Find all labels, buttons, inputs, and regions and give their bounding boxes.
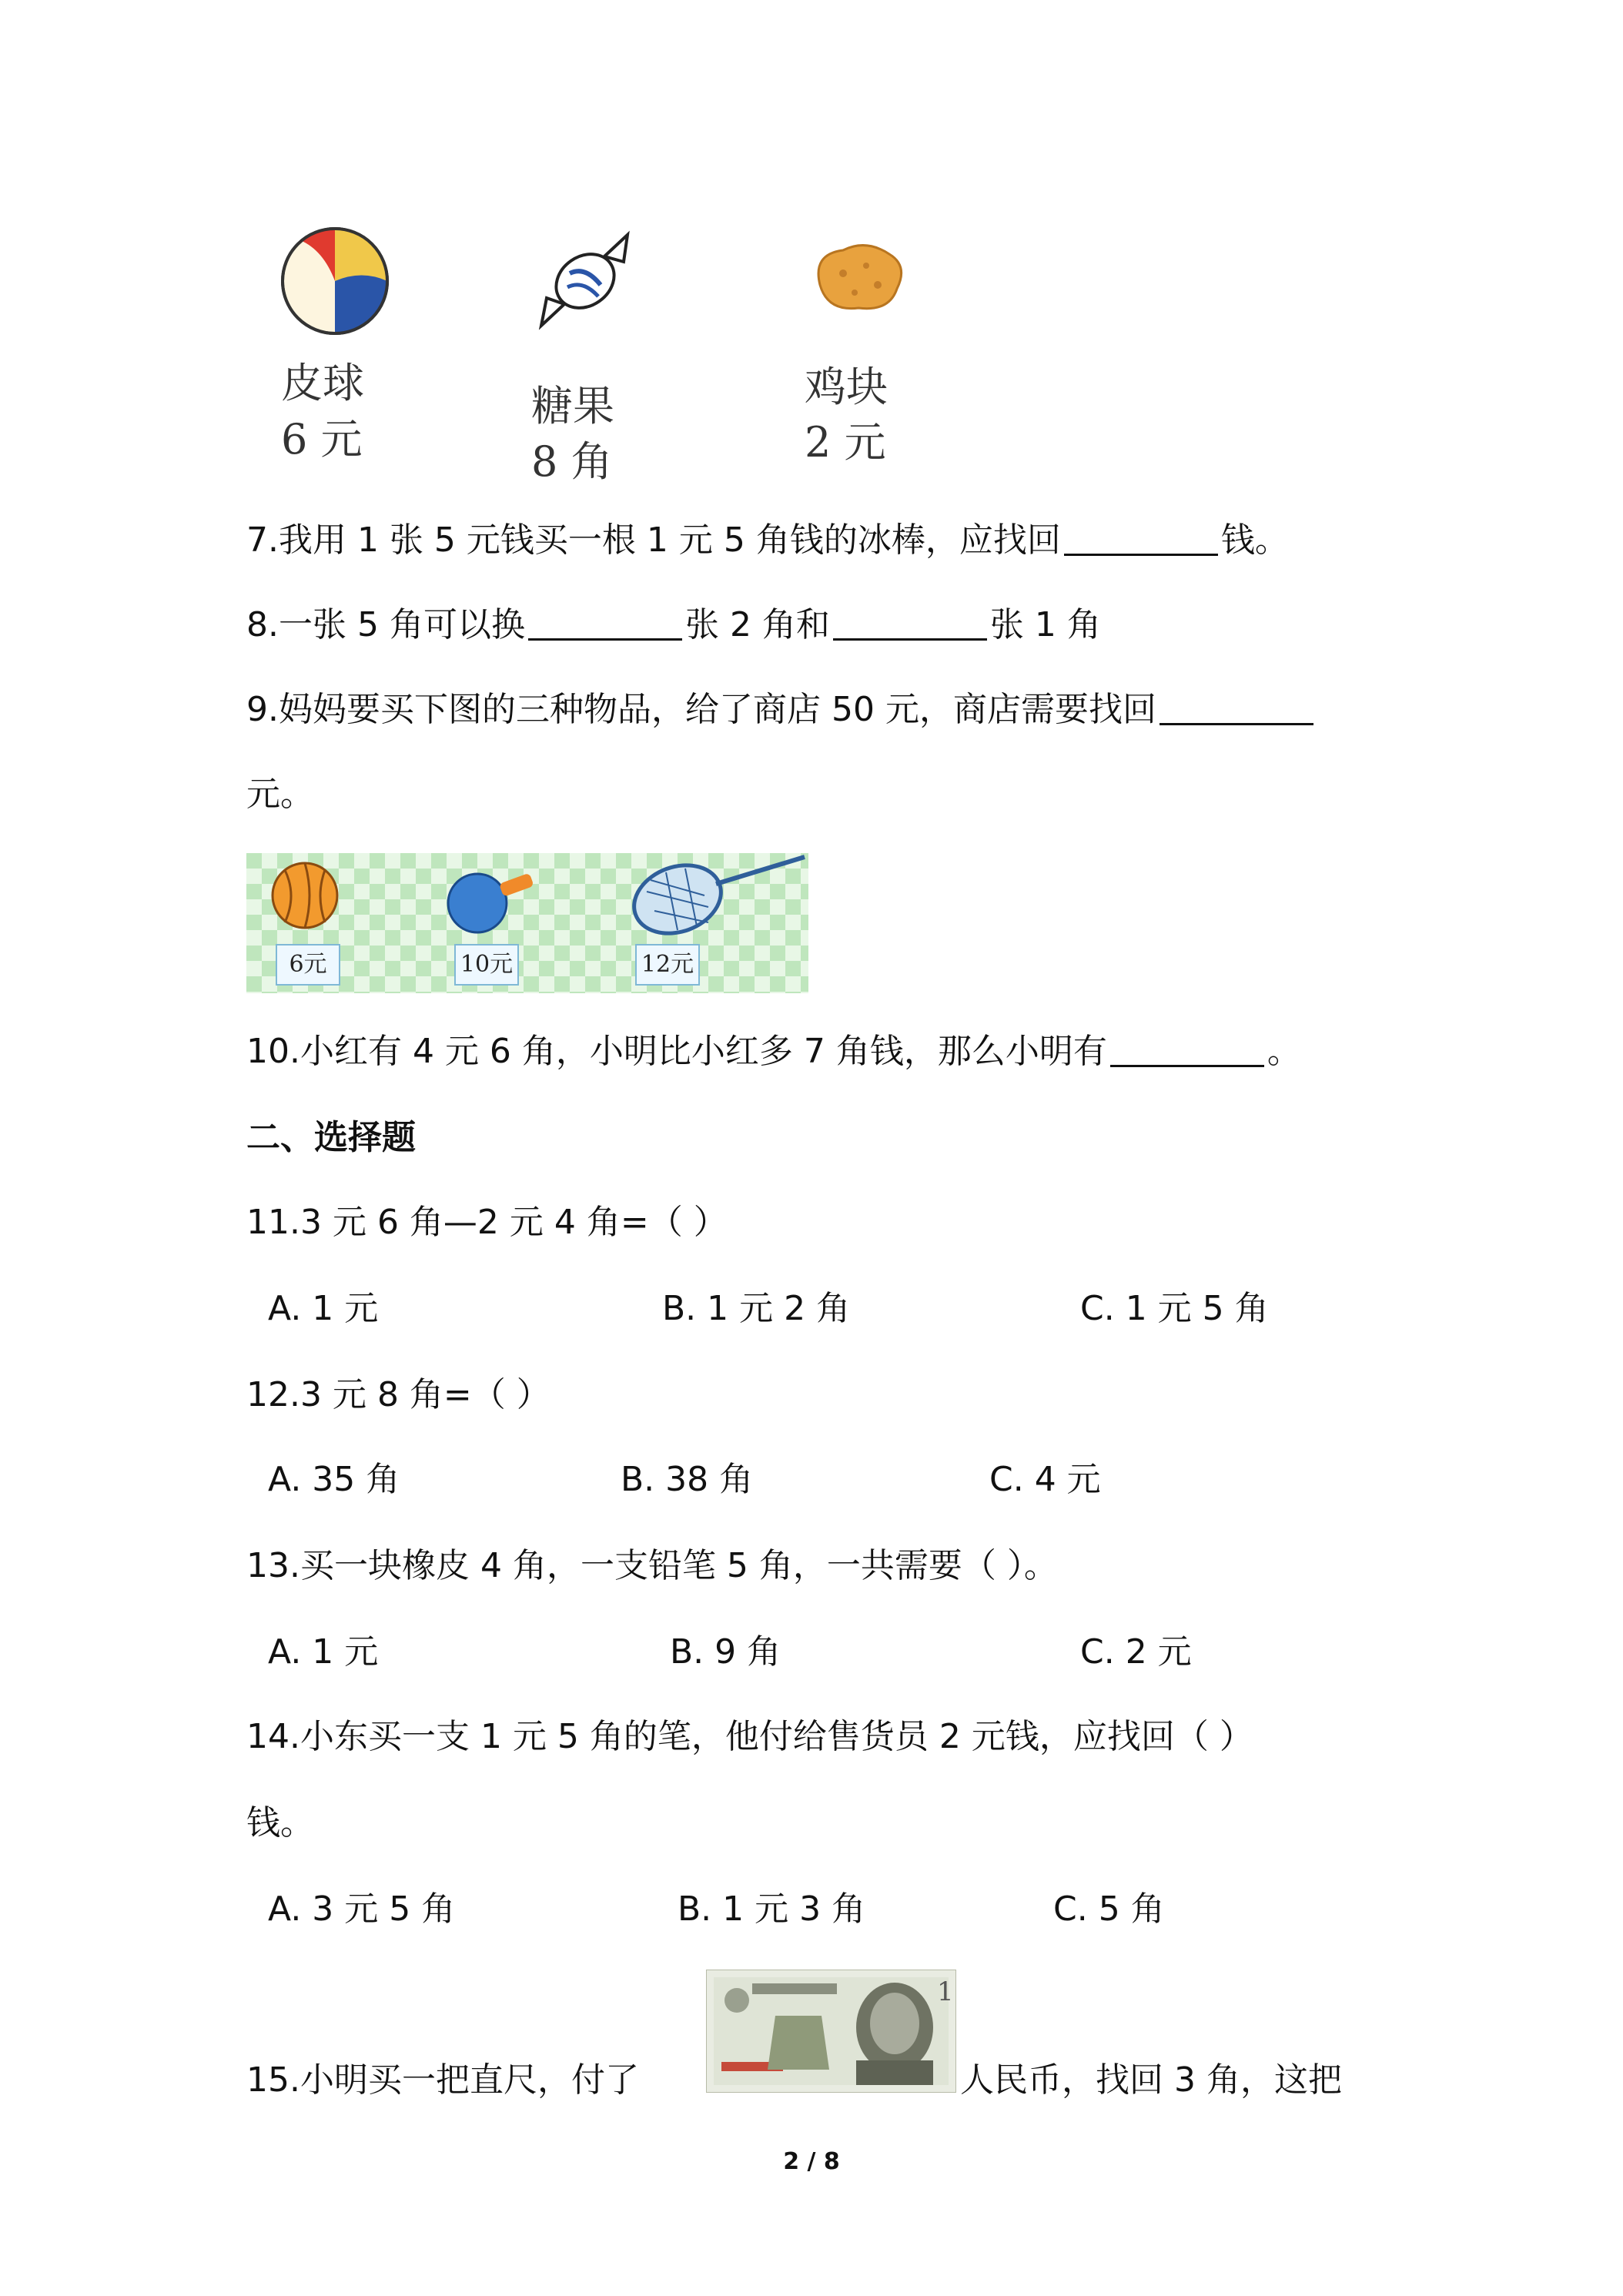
- option-c[interactable]: C. 5 角: [1053, 1889, 1165, 1929]
- answer-blank[interactable]: [1064, 523, 1218, 556]
- question-11: 11.3 元 6 角—2 元 4 角=（ ）: [246, 1203, 728, 1242]
- page-number: 2 / 8: [783, 2148, 840, 2175]
- option-a[interactable]: A. 35 角: [268, 1460, 400, 1499]
- option-a[interactable]: A. 1 元: [268, 1289, 379, 1328]
- option-b[interactable]: B. 9 角: [670, 1632, 781, 1672]
- question-8: [246, 602, 1101, 648]
- item-name: 糖果: [531, 382, 614, 430]
- question-7-suffix: 钱。: [1220, 520, 1289, 560]
- question-14: 14.小东买一支 1 元 5 角的笔，他付给售货员 2 元钱，应找回（ ）: [246, 1717, 1253, 1756]
- question-10: [246, 1029, 1301, 1075]
- svg-text:1: 1: [937, 1976, 954, 2007]
- item-name: 皮球: [281, 359, 364, 407]
- one-yuan-banknote-icon: [706, 1970, 956, 2093]
- option-c[interactable]: C. 1 元 5 角: [1080, 1289, 1269, 1328]
- price-tag: 10元: [454, 944, 519, 986]
- question-8-suffix: 张 1 角: [989, 605, 1101, 644]
- option-b[interactable]: B. 1 元 2 角: [662, 1289, 851, 1328]
- question-15-start: 15.小明买一把直尺，付了: [246, 2060, 639, 2100]
- answer-blank[interactable]: [833, 607, 987, 641]
- question-12: 12.3 元 8 角=（ ）: [246, 1375, 550, 1414]
- question-13: 13.买一块橡皮 4 角，一支铅笔 5 角，一共需要（ ）。: [246, 1546, 1058, 1585]
- answer-blank[interactable]: [528, 607, 682, 641]
- question-9-text: 9.妈妈要买下图的三种物品，给了商店 50 元，商店需要找回: [246, 690, 1156, 729]
- question-8-text: 8.一张 5 角可以换: [246, 605, 525, 644]
- chicken-nugget-icon: [805, 231, 912, 323]
- option-c[interactable]: C. 4 元: [989, 1460, 1101, 1499]
- question-14-line2: 钱。: [246, 1803, 314, 1842]
- item-price: 6 元: [281, 415, 363, 464]
- item-price: 8 角: [531, 437, 613, 486]
- price-tag: 12元: [635, 944, 700, 986]
- option-b[interactable]: B. 1 元 3 角: [678, 1889, 866, 1929]
- answer-blank[interactable]: [1110, 1034, 1264, 1067]
- option-b[interactable]: B. 38 角: [621, 1460, 754, 1499]
- question-7: [246, 517, 1289, 564]
- question-8-middle: 张 2 角和: [684, 605, 830, 644]
- price-tag: 6元: [276, 944, 340, 986]
- question-10-text: 10.小红有 4 元 6 角，小明比小红多 7 角钱，那么小明有: [246, 1032, 1107, 1071]
- answer-blank[interactable]: [1160, 692, 1313, 725]
- question-7-text: 7.我用 1 张 5 元钱买一根 1 元 5 角钱的冰棒，应找回: [246, 520, 1061, 560]
- shopping-items-picture: [246, 853, 808, 993]
- question-15-end: 人民币，找回 3 角，这把: [960, 2060, 1342, 2100]
- item-price: 2 元: [805, 418, 886, 467]
- question-9-line2: 元。: [246, 775, 314, 814]
- question-9: [246, 687, 1317, 733]
- option-c[interactable]: C. 2 元: [1080, 1632, 1192, 1672]
- beach-ball-icon: [277, 223, 393, 339]
- option-a[interactable]: A. 1 元: [268, 1632, 379, 1672]
- item-name: 鸡块: [805, 363, 888, 411]
- question-10-suffix: 。: [1267, 1032, 1301, 1071]
- section-heading: 二、选择题: [246, 1118, 416, 1157]
- candy-icon: [527, 227, 643, 335]
- basketball-icon: [273, 863, 337, 928]
- option-a[interactable]: A. 3 元 5 角: [268, 1889, 456, 1929]
